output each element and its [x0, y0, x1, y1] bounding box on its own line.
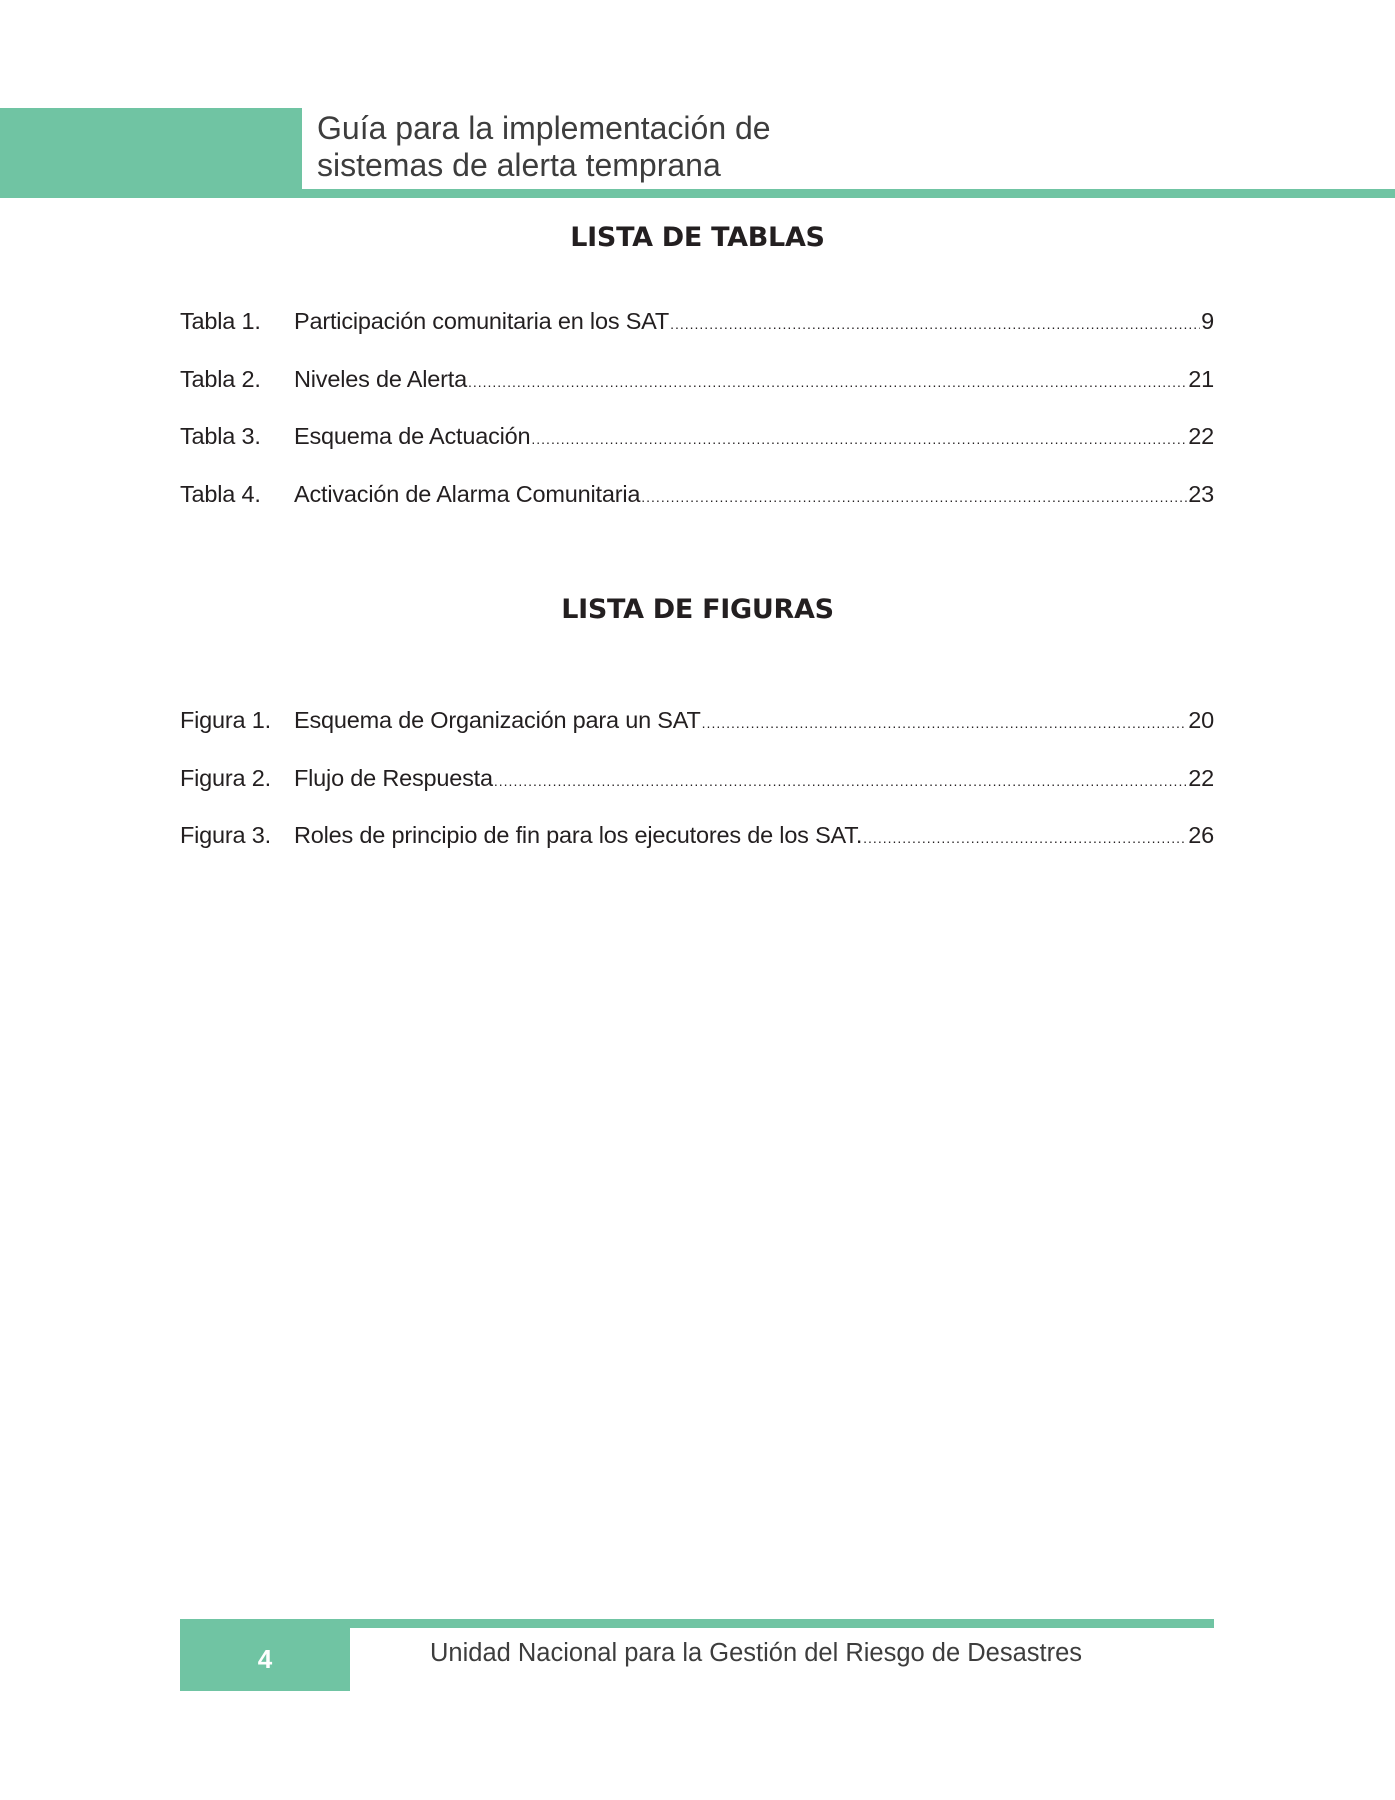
toc-entry-page: 21 [1188, 365, 1214, 392]
tables-list [180, 308, 1214, 538]
toc-entry-label: Figura 3. [180, 822, 271, 848]
header-accent-line [302, 189, 1395, 198]
toc-entry-page: 9 [1201, 308, 1214, 334]
toc-dot-leader [863, 830, 1187, 846]
toc-entry-page: 22 [1188, 423, 1214, 449]
document-title-line-1: Guía para la implementación de [317, 110, 771, 146]
toc-entry-tabla-2[interactable] [180, 366, 1214, 424]
toc-entry-tabla-4[interactable] [180, 481, 1214, 539]
toc-entry-tabla-1[interactable] [180, 308, 1214, 366]
toc-entry-title: Participación comunitaria en los SAT [294, 308, 670, 334]
toc-entry-figura-3[interactable] [180, 822, 1214, 880]
toc-entry-title: Niveles de Alerta [294, 365, 467, 392]
figures-list [180, 707, 1214, 880]
toc-entry-label: Figura 1. [180, 707, 271, 733]
toc-entry-title: Esquema de Organización para un SAT [294, 707, 701, 733]
toc-dot-leader [468, 374, 1187, 390]
toc-entry-label: Figura 2. [180, 764, 271, 791]
toc-dot-leader [494, 773, 1187, 789]
toc-entry-title: Activación de Alarma Comunitaria [294, 480, 641, 507]
toc-entry-label: Tabla 4. [180, 480, 261, 507]
footer-page-number: 4 [180, 1619, 350, 1691]
document-title-line-2: sistemas de alerta temprana [317, 147, 721, 183]
toc-entry-figura-1[interactable] [180, 707, 1214, 765]
toc-dot-leader [702, 715, 1188, 731]
toc-entry-label: Tabla 2. [180, 365, 261, 392]
toc-entry-tabla-3[interactable] [180, 423, 1214, 481]
header-accent-block [0, 108, 302, 198]
figures-list-heading: LISTA DE FIGURAS [561, 594, 834, 625]
footer-organization: Unidad Nacional para la Gestión del Riesgo de Desastres [430, 1639, 1083, 1667]
toc-entry-title: Roles de principio de fin para los ejecutores de los SAT. [294, 822, 863, 848]
toc-entry-figura-2[interactable] [180, 765, 1214, 823]
tables-list-heading: LISTA DE TABLAS [570, 222, 825, 253]
toc-dot-leader [641, 489, 1187, 505]
toc-dot-leader [670, 316, 1200, 332]
toc-entry-page: 22 [1188, 764, 1214, 791]
toc-entry-title: Esquema de Actuación [294, 423, 531, 449]
toc-entry-page: 26 [1188, 822, 1214, 848]
document-title [317, 110, 1017, 184]
toc-entry-page: 20 [1188, 707, 1214, 733]
toc-entry-title: Flujo de Respuesta [294, 764, 493, 791]
toc-entry-page: 23 [1188, 480, 1214, 507]
toc-dot-leader [531, 431, 1187, 447]
toc-entry-label: Tabla 1. [180, 308, 261, 334]
toc-entry-label: Tabla 3. [180, 423, 261, 449]
